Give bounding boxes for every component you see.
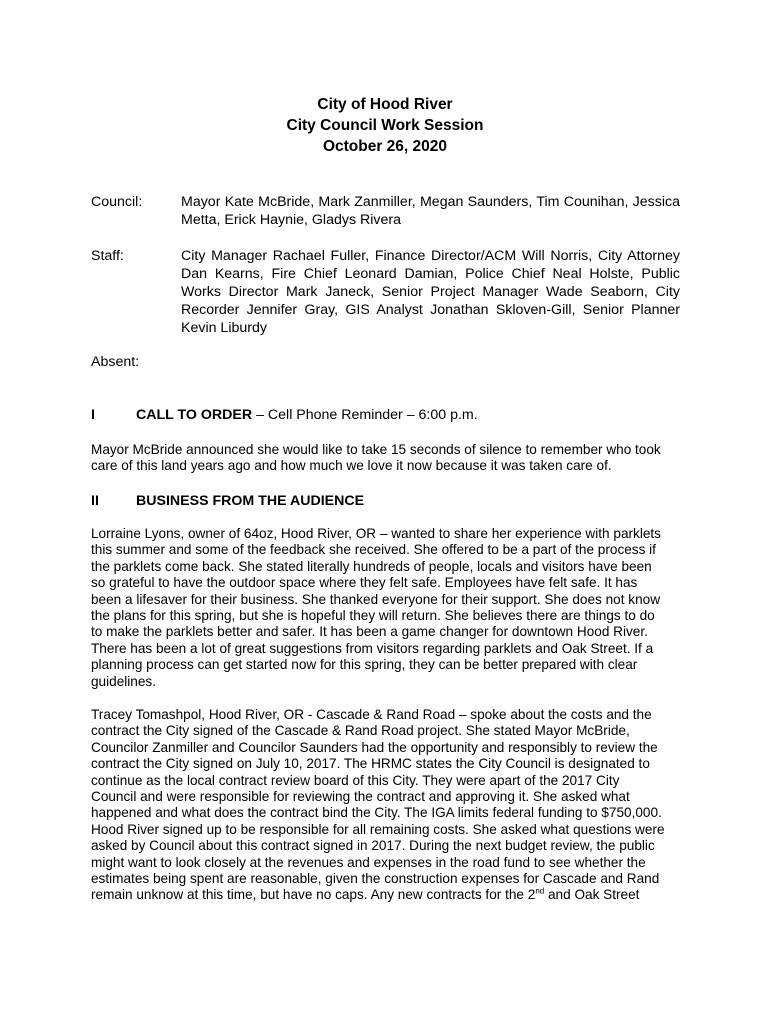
paragraph-line: Hood River signed up to be responsible for all remaining costs. She asked what questions were	[91, 821, 665, 837]
paragraph-line: planning process can get started now for this spring, they can be better prepared with clear	[91, 657, 638, 673]
paragraph-line: so grateful to have the outdoor space where they felt safe. Employees have felt safe. It has	[91, 575, 638, 591]
section-title: CALL TO ORDER	[136, 407, 253, 423]
paragraph-line: the plans for this spring, but she is hopeful they will return. She believes there are things to do	[91, 608, 655, 624]
paragraph-line: happened and what does the contract bind the City. The IGA limits federal funding to $750,000.	[91, 805, 662, 821]
paragraph-line: Tracey Tomashpol, Hood River, OR - Cascade & Rand Road – spoke about the costs and the	[91, 707, 652, 722]
paragraph-line: asked by Council about this contract signed in 2017. During the next budget review, the public	[91, 838, 655, 854]
paragraph-line: Mayor McBride announced she would like to take 15 seconds of silence to remember who took	[91, 442, 661, 457]
paragraph-line-last	[91, 887, 681, 903]
paragraph-line: contract the City signed on July 10, 2017. The HRMC states the City Council is designated to	[91, 756, 650, 772]
title-meeting: City Council Work Session	[286, 117, 484, 134]
paragraph-line: might want to look closely at the revenues and expenses in the road fund to see whether the	[91, 854, 646, 870]
paragraph-line: estimates being spent are reasonable, given the construction expenses for Cascade and Rand	[91, 871, 660, 887]
document-title	[0, 94, 770, 157]
paragraph-line: this summer and some of the feedback she received. She offered to be a part of the process if	[91, 542, 656, 558]
paragraph-line: continue as the local contract review board of this City. They were apart of the 2017 City	[91, 772, 620, 788]
last-line-tail: and Oak Street	[544, 887, 640, 903]
title-city: City of Hood River	[317, 96, 453, 113]
paragraph-line: guidelines.	[91, 673, 156, 689]
absent-label: Absent:	[91, 354, 140, 370]
lyons-paragraph	[91, 526, 681, 690]
call-to-order-paragraph	[91, 442, 681, 475]
paragraph-line: the parklets come back. She stated literally hundreds of people, locals and visitors have been	[91, 558, 652, 574]
last-line-text: remain unknow at this time, but have no caps. Any new contracts for the 2	[91, 887, 536, 903]
ordinal-suffix: nd	[535, 886, 545, 896]
staff-members: City Manager Rachael Fuller, Finance Director/ACM Will Norris, City Attorney Dan Kearns, Fire Chief Leonard Damian, Police Chief Neal Holste, Public Works Director Mark Janeck, Senior Project Manager Wade Seaborn, City Recorder Jennifer Gray, GIS Analyst Jonathan Skloven-Gill, Senior Planner Kevin Liburdy	[181, 248, 680, 336]
section-title: BUSINESS FROM THE AUDIENCE	[136, 493, 365, 509]
paragraph-line: care of this land years ago and how much we love it now because it was taken care of.	[91, 458, 612, 474]
council-members: Mayor Kate McBride, Mark Zanmiller, Megan Saunders, Tim Counihan, Jessica Metta, Erick Haynie, Gladys Rivera	[181, 194, 680, 228]
staff-label: Staff:	[91, 248, 124, 264]
title-date: October 26, 2020	[322, 138, 448, 155]
section-number: I	[91, 407, 95, 423]
section-number: II	[91, 493, 99, 509]
paragraph-line: Lorraine Lyons, owner of 64oz, Hood River, OR – wanted to share her experience with parklets	[91, 526, 661, 541]
tomashpol-paragraph	[91, 707, 681, 904]
paragraph-line: contract the City signed of the Cascade & Rand Road project. She stated Mayor McBride,	[91, 723, 630, 739]
paragraph-line: There has been a lot of great suggestions from visitors regarding parklets and Oak Street. If a	[91, 640, 654, 656]
paragraph-line: to make the parklets better and safer. It has been a game changer for downtown Hood River.	[91, 624, 648, 640]
paragraph-line: Councilor Zanmiller and Councilor Saunders had the opportunity and responsibly to review the	[91, 739, 658, 755]
paragraph-line: Council and were responsible for reviewing the contract and approving it. She asked what	[91, 789, 630, 805]
council-label: Council:	[91, 194, 143, 210]
paragraph-line: been a lifesaver for their business. She thanked everyone for their support. She does not know	[91, 591, 661, 607]
section-subtitle: – Cell Phone Reminder – 6:00 p.m.	[252, 407, 478, 423]
